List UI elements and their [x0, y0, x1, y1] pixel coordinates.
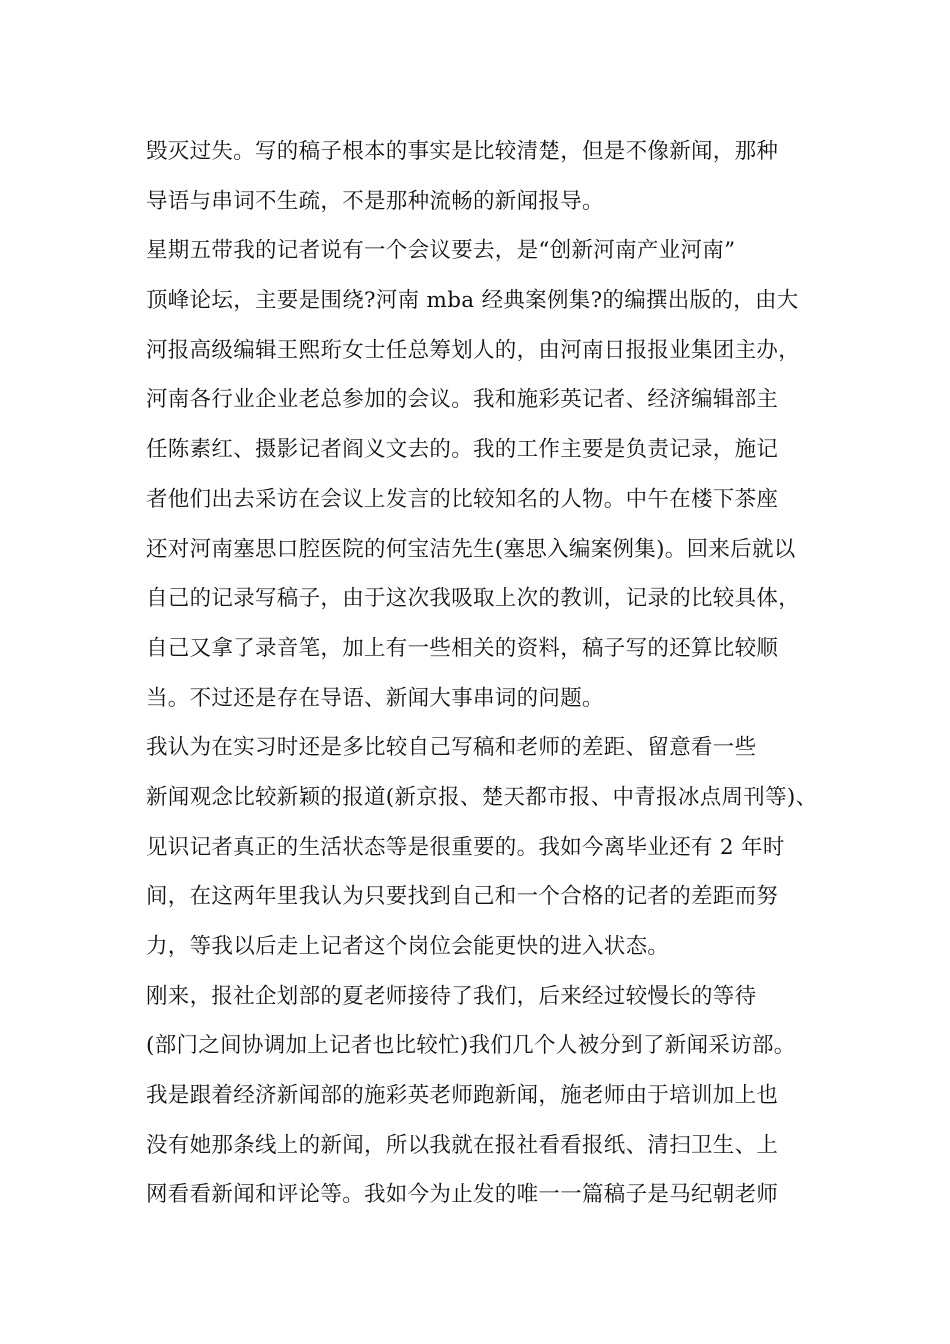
text-line: 导语与串词不生疏，不是那种流畅的新闻报导。	[146, 188, 604, 214]
body-text	[146, 127, 826, 1220]
text-line: 网看看新闻和评论等。我如今为止发的唯一一篇稿子是马纪朝老师	[146, 1182, 779, 1208]
text-line: 河南各行业企业老总参加的会议。我和施彩英记者、经济编辑部主	[146, 387, 779, 413]
text-line: 刚来，报社企划部的夏老师接待了我们，后来经过较慢长的等待	[146, 983, 757, 1009]
text-line: 新闻观念比较新颖的报道(新京报、楚天都市报、中青报冰点周刊等)、	[146, 784, 818, 810]
text-line: 星期五带我的记者说有一个会议要去，是“创新河南产业河南”	[146, 238, 736, 264]
text-line: 顶峰论坛，主要是围绕?河南 mba 经典案例集?的编撰出版的，由大	[146, 288, 799, 314]
text-line: 力，等我以后走上记者这个岗位会能更快的进入状态。	[146, 934, 670, 959]
text-line: 毁灭过失。写的稿子根本的事实是比较清楚，但是不像新闻，那种	[146, 139, 779, 164]
text-line: 我认为在实习时还是多比较自己写稿和老师的差距、留意看一些	[146, 735, 757, 761]
text-line: 还对河南塞思口腔医院的何宝洁先生(塞思入编案例集)。回来后就以	[146, 536, 796, 562]
text-line: 见识记者真正的生活状态等是很重要的。我如今离毕业还有 2 年时	[146, 834, 785, 860]
text-line: 没有她那条线上的新闻，所以我就在报社看看报纸、清扫卫生、上	[146, 1132, 779, 1158]
text-line: 任陈素红、摄影记者阎义文去的。我的工作主要是负责记录，施记	[146, 437, 779, 463]
text-line: 者他们出去采访在会议上发言的比较知名的人物。中午在楼下茶座	[146, 486, 779, 512]
text-line: 自己的记录写稿子，由于这次我吸取上次的教训，记录的比较具体，	[146, 586, 801, 612]
text-line: 当。不过还是存在导语、新闻大事串词的问题。	[146, 685, 604, 711]
text-line: 间，在这两年里我认为只要找到自己和一个合格的记者的差距而努	[146, 884, 779, 910]
text-line: 河报高级编辑王熙珩女士任总筹划人的，由河南日报报业集团主办，	[146, 337, 801, 363]
text-line: (部门之间协调加上记者也比较忙)我们几个人被分到了新闻采访部。	[146, 1033, 796, 1059]
text-line: 我是跟着经济新闻部的施彩英老师跑新闻，施老师由于培训加上也	[146, 1083, 779, 1109]
text-line: 自己又拿了录音笔，加上有一些相关的资料，稿子写的还算比较顺	[146, 635, 779, 661]
